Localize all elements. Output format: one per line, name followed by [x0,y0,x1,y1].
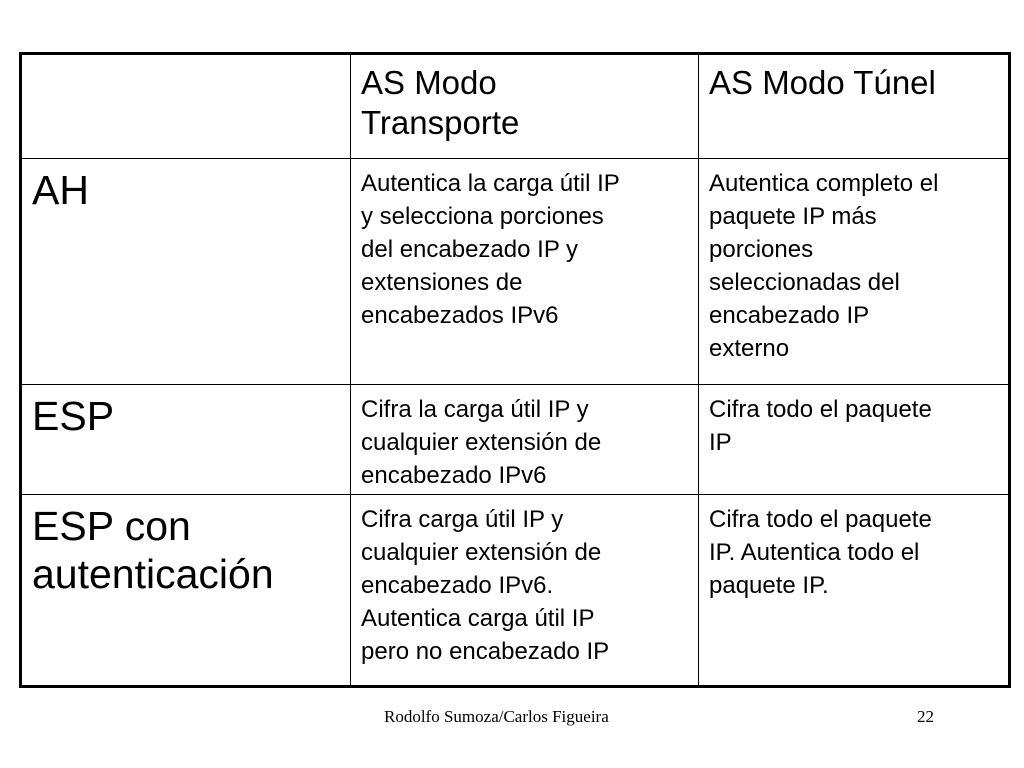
row-label-ah: AH [32,167,89,213]
transporte-cell [351,159,699,385]
footer-author: Rodolfo Sumoza/Carlos Figueira [384,707,609,726]
ipsec-modes-table [19,52,1011,688]
table-row-esp [21,385,1010,495]
row-label-esp: ESP [32,393,115,439]
table-row-ah [21,159,1010,385]
header-cell-tunel [699,54,1010,159]
esp-auth-tunel-text: Cifra todo el paquete IP. Autentica todo el paquete IP. [709,506,932,599]
esp-auth-transporte-text: Cifra carga útil IP y cualquier extensión de encabezado IPv6. Autentica carga útil IP pero no encabezado IP [361,506,610,665]
esp-transporte-text: Cifra la carga útil IP y cualquier extensión de encabezado IPv6 [361,396,602,489]
row-label-cell [21,385,351,495]
header-cell-empty [21,54,351,159]
row-label-esp-auth: ESP con autenticación [32,503,274,597]
esp-tunel-text: Cifra todo el paquete IP [709,396,932,456]
row-label-cell [21,159,351,385]
row-label-cell [21,495,351,687]
tunel-cell [699,159,1010,385]
header-cell-transporte [351,54,699,159]
header-transporte-text: AS Modo Transporte [361,64,520,141]
ah-tunel-text: Autentica completo el paquete IP más porciones seleccionadas del encabezado IP externo [709,170,939,362]
table-row-esp-auth [21,495,1010,687]
transporte-cell [351,495,699,687]
ah-transporte-text: Autentica la carga útil IP y selecciona porciones del encabezado IP y extensiones de encabezados IPv6 [361,170,620,329]
table-header-row [21,54,1010,159]
header-tunel-text: AS Modo Túnel [709,64,936,101]
header-empty-text [22,55,350,63]
tunel-cell [699,495,1010,687]
page-number: 22 [917,707,934,726]
transporte-cell [351,385,699,495]
tunel-cell [699,385,1010,495]
